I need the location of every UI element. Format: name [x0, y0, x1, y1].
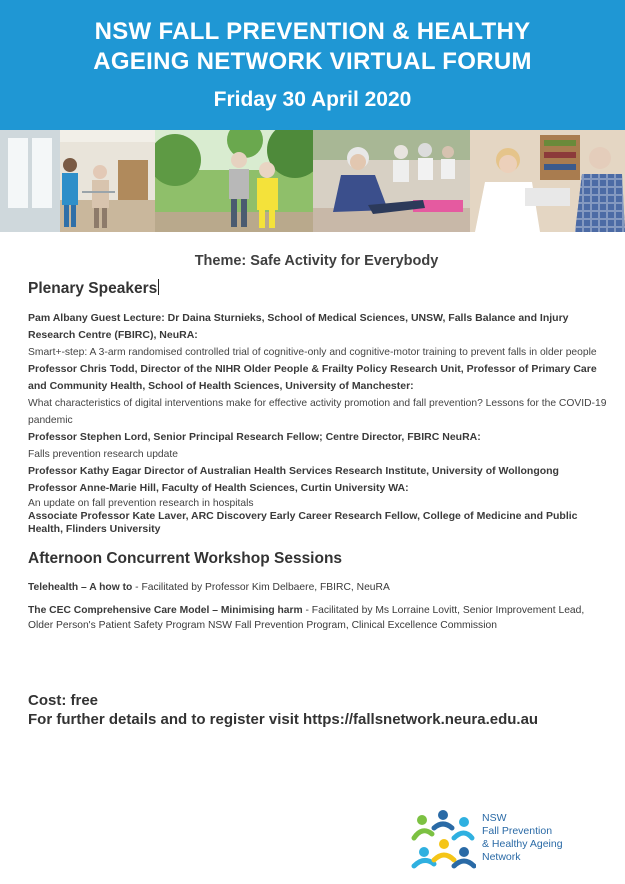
logo-line-1: NSW	[482, 812, 507, 824]
photo-couple-walking	[155, 130, 313, 232]
speaker-talk: Smart+-step: A 3-arm randomised controlled trial of cognitive-only and cognitive-motor training to prevent falls in older people	[28, 347, 597, 358]
speaker-name: Pam Albany Guest Lecture: Dr Daina Sturnieks, School of Medical Sciences, UNSW, Falls Balance and Injury Research Centre (FBIRC), NeuRA:	[28, 312, 569, 341]
main-content	[24, 253, 609, 633]
workshop-detail: - Facilitated by Ms Lorraine Lovitt, Senior Improvement Lead, Older Person's Patient Safety Program NSW Fall Prevention Program, Clinical Excellence Commission	[28, 605, 585, 631]
speaker-name: Professor Chris Todd, Director of the NIHR Older People & Frailty Policy Research Unit, Professor of Primary Care and Community Health, School of Health Sciences, University of Manchester:	[28, 363, 597, 392]
logo-text	[482, 812, 563, 864]
logo-line-4: Network	[482, 851, 521, 863]
header-banner	[0, 0, 625, 130]
title-line-1: NSW FALL PREVENTION & HEALTHY	[94, 18, 531, 45]
logo-line-3: & Healthy Ageing	[482, 838, 563, 850]
plenary-heading-text: Plenary Speakers	[28, 280, 158, 297]
register-line[interactable]: For further details and to register visit https://fallsnetwork.neura.edu.au	[28, 711, 539, 728]
network-logo	[410, 808, 600, 870]
speaker-talk: Falls prevention research update	[28, 449, 178, 460]
cost-and-registration	[28, 691, 538, 729]
network-logo-icon	[410, 808, 476, 870]
speaker-name: Associate Professor Kate Laver, ARC Discovery Early Career Research Fellow, College of Medicine and Public Health, Flinders University	[28, 510, 578, 535]
workshop-detail: - Facilitated by Professor Kim Delbaere, FBIRC, NeuRA	[132, 582, 390, 593]
cost-line: Cost: free	[28, 692, 99, 709]
speaker-talk: What characteristics of digital interventions make for effective activity promotion and fall prevention? Lessons for the COVID-19 pandemic	[28, 398, 607, 426]
title-line-2: AGEING NETWORK VIRTUAL FORUM	[93, 48, 532, 75]
event-date: Friday 30 April 2020	[213, 88, 412, 111]
photo-hallway-walk	[0, 130, 155, 232]
workshop-item	[28, 603, 609, 633]
speaker-name: Professor Anne-Marie Hill, Faculty of Health Sciences, Curtin University WA:	[28, 482, 409, 494]
plenary-heading	[28, 279, 609, 298]
workshop-title: The CEC Comprehensive Care Model – Minimising harm	[28, 605, 303, 616]
text-cursor	[158, 279, 159, 295]
speaker-talk: An update on fall prevention research in hospitals	[28, 498, 254, 509]
workshop-item	[28, 580, 609, 595]
photo-strip	[0, 130, 625, 232]
theme-line: Theme: Safe Activity for Everybody	[194, 253, 439, 269]
speaker-name: Professor Kathy Eagar Director of Australian Health Services Research Institute, University of Wollongong	[28, 465, 559, 477]
logo-line-2: Fall Prevention	[482, 825, 553, 837]
speaker-list	[28, 310, 609, 536]
photo-group-exercise	[313, 130, 470, 232]
speaker-name: Professor Stephen Lord, Senior Principal Research Fellow; Centre Director, FBIRC NeuRA:	[28, 431, 481, 443]
workshop-title: Telehealth – A how to	[28, 582, 133, 593]
workshops-heading: Afternoon Concurrent Workshop Sessions	[28, 550, 343, 567]
photo-consultation	[470, 130, 625, 232]
